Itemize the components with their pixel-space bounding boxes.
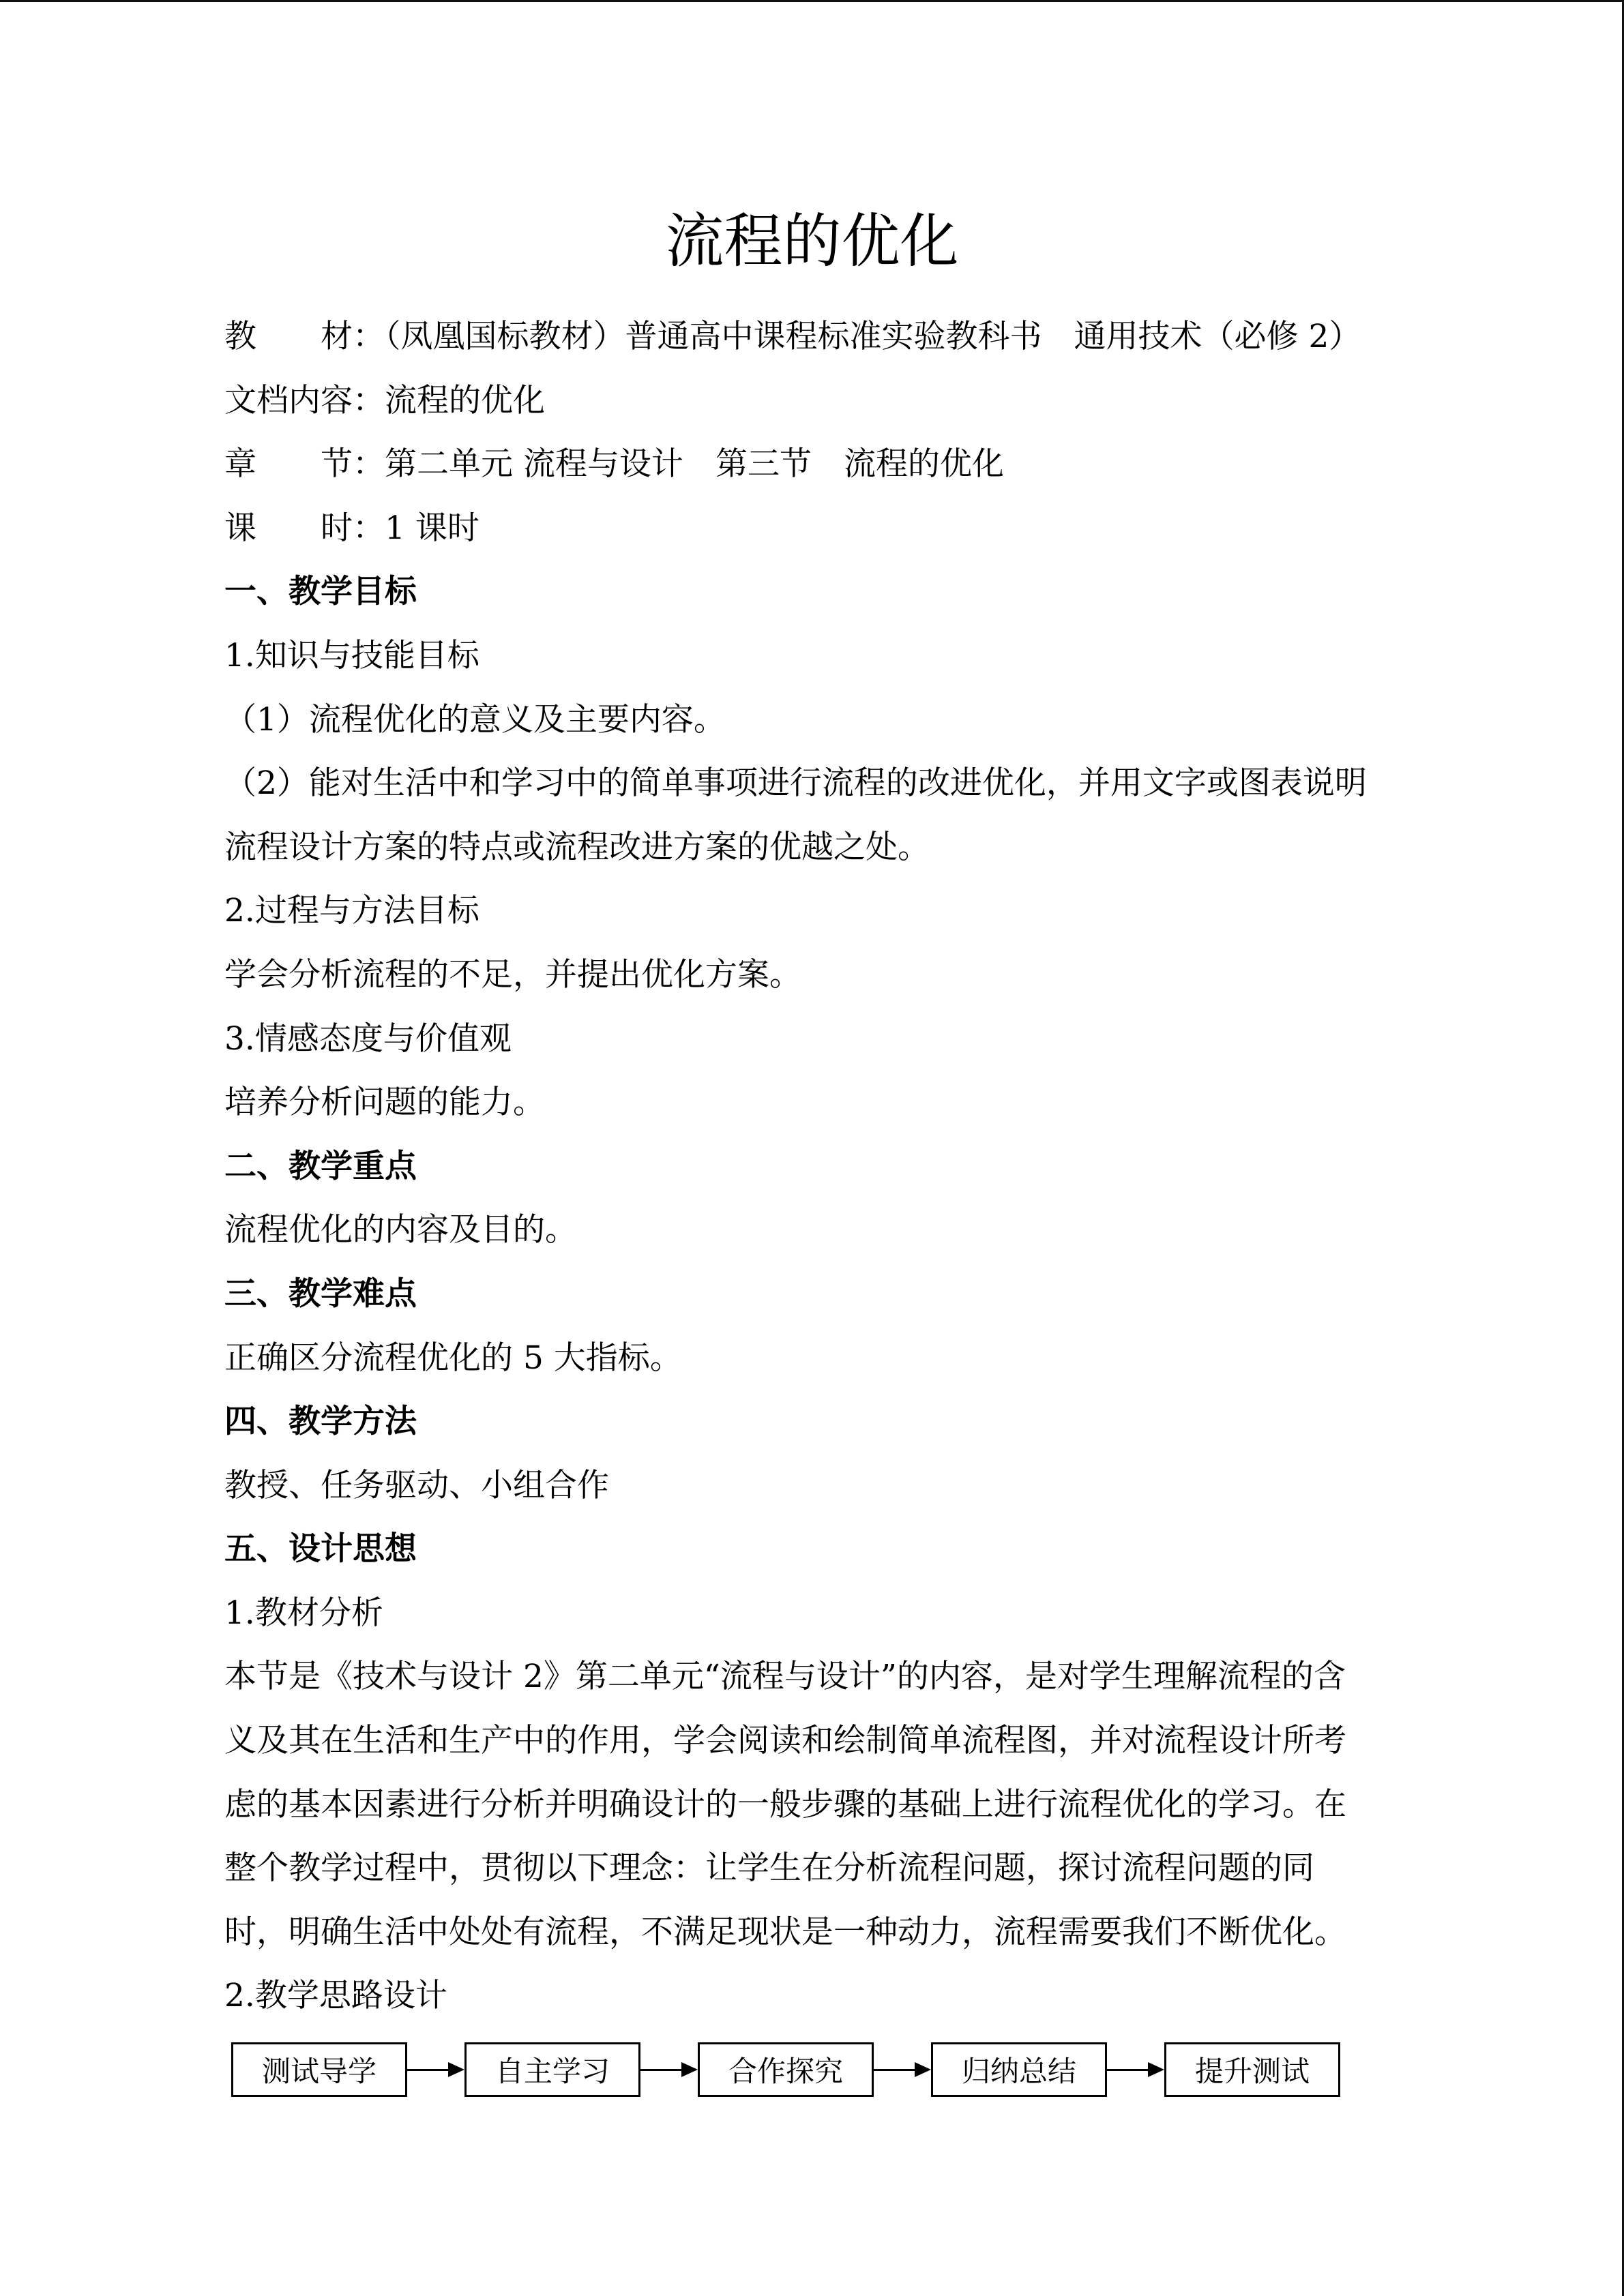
subheading-material-analysis: 1.教材分析 (224, 1594, 383, 1632)
arrow-right-icon (874, 2042, 931, 2097)
meta-separator: ： (353, 318, 385, 355)
meta-chapter (224, 432, 1425, 496)
paragraph-line: 时，明确生活中处处有流程，不满足现状是一种动力，流程需要我们不断优化。 (224, 1913, 1346, 1951)
section-heading-methods: 四、教学方法 (224, 1403, 417, 1441)
paragraph-line: 教授、任务驱动、小组合作 (224, 1466, 609, 1504)
paragraph-line: （2）能对生活中和学习中的简单事项进行流程的改进优化，并用文字或图表说明 (224, 764, 1367, 803)
flow-step: 测试导学 (231, 2042, 407, 2097)
paragraph-line: 整个教学过程中，贯彻以下理念：让学生在分析流程问题，探讨流程问题的同 (224, 1849, 1314, 1888)
section-heading-design-ideas: 五、设计思想 (224, 1530, 417, 1568)
meta-value: （凤凰国标教材）普通高中课程标准实验教科书 通用技术（必修 2） (385, 318, 1361, 355)
meta-separator: ： (353, 381, 385, 419)
section-heading-objectives: 一、教学目标 (224, 573, 417, 611)
arrow-right-icon (1107, 2042, 1164, 2097)
document-body (224, 305, 1425, 2097)
meta-separator: ： (353, 509, 385, 547)
arrow-right-icon (407, 2042, 464, 2097)
flow-step: 归纳总结 (931, 2042, 1107, 2097)
paragraph-line: 流程优化的内容及目的。 (224, 1211, 577, 1249)
paragraph-line: 本节是《技术与设计 2》第二单元“流程与设计”的内容，是对学生理解流程的含 (224, 1658, 1346, 1696)
meta-period (224, 496, 1425, 561)
meta-content (224, 369, 1425, 433)
section-heading-key-points: 二、教学重点 (224, 1147, 417, 1185)
section-heading-difficulties: 三、教学难点 (224, 1274, 417, 1313)
page-border-top (0, 0, 1624, 2)
subheading-teaching-flow: 2.教学思路设计 (224, 1977, 447, 2015)
subheading-knowledge-skills: 1.知识与技能目标 (224, 636, 479, 674)
paragraph-line: 流程设计方案的特点或流程改进方案的优越之处。 (224, 828, 930, 866)
document-title: 流程的优化 (665, 207, 959, 275)
flow-step: 自主学习 (464, 2042, 640, 2097)
teaching-flowchart (231, 2042, 1425, 2097)
paragraph-line: 义及其在生活和生产中的作用，学会阅读和绘制简单流程图，并对流程设计所考 (224, 1722, 1346, 1760)
meta-label: 章 节 (224, 445, 353, 483)
meta-separator: ： (353, 445, 385, 483)
meta-value: 流程的优化 (385, 381, 545, 419)
flow-step: 合作探究 (698, 2042, 874, 2097)
meta-label: 文档内容 (224, 381, 353, 419)
flow-step: 提升测试 (1164, 2042, 1340, 2097)
meta-label: 课 时 (224, 509, 353, 547)
paragraph-line: 虑的基本因素进行分析并明确设计的一般步骤的基础上进行流程优化的学习。在 (224, 1785, 1346, 1823)
meta-textbook (224, 305, 1425, 369)
meta-value: 第二单元 流程与设计 第三节 流程的优化 (385, 445, 1004, 483)
subheading-attitude-values: 3.情感态度与价值观 (224, 1019, 512, 1058)
meta-label: 教 材 (224, 318, 353, 355)
paragraph-line: （1）流程优化的意义及主要内容。 (224, 700, 726, 739)
paragraph-line: 学会分析流程的不足，并提出优化方案。 (224, 955, 801, 994)
arrow-right-icon (640, 2042, 698, 2097)
paragraph-line: 正确区分流程优化的 5 大指标。 (224, 1339, 682, 1377)
paragraph-line: 培养分析问题的能力。 (224, 1084, 545, 1122)
subheading-process-methods: 2.过程与方法目标 (224, 892, 479, 930)
meta-value: 1 课时 (385, 509, 479, 547)
